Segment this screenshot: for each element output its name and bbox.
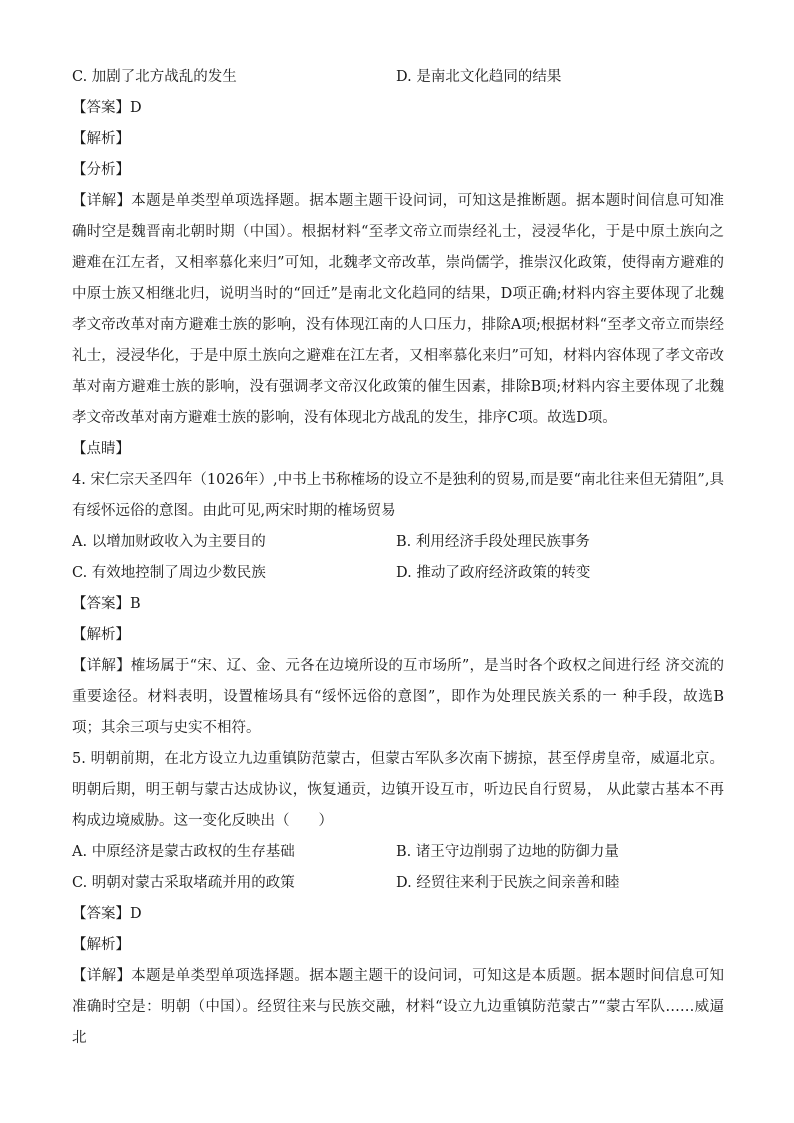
q3-detail: 【详解】本题是单类型单项选择题。据本题主题干设问词，可知这是推断题。据本题时间信息可知准确时空是魏晋南北朝时期（中国）。根据材料“至孝文帝立而崇经礼士，浸浸华化，于是中原土族向之避难在江左者，又相率慕化来归”可知，北魏孝文帝改革，崇尚儒学，推崇汉化政策，使得南方避难的中原士族又相继北归，说明当时的“回迁”是南北文化趋同的结果，D项正确;材料内容主要体现了北魏孝文帝改革对南方避难士族的影响，没有体现江南的人口压力，排除A项;根据材料“至孝文帝立而崇经礼士，浸浸华化，于是中原土族向之避难在江左者，又相率慕化来归”可知，材料内容体现了孝文帝改革对南方避难士族的影响，没有强调孝文帝汉化政策的催生因素，排除B项;材料内容主要体现了北魏孝文帝改革对南方避难士族的影响，没有体现北方战乱的发生，排序C项。故选D项。	[72, 193, 724, 426]
q5-option-a: A. 中原经济是蒙古政权的生存基础	[72, 844, 295, 860]
q4-option-c: C. 有效地控制了周边少数民族	[72, 565, 266, 581]
q4-detail: 【详解】榷场属于“宋、辽、金、元各在边境所设的互市场所”，是当时各个政权之间进行经 济交流的重要途径。材料表明，设置榷场具有“绥怀远俗的意图”，即作为处理民族关系的一 种手段，故选B项；其余三项与史实不相符。	[72, 658, 724, 736]
q3-fenxi-heading: 【分析】	[72, 162, 130, 178]
q4-options-ab	[72, 527, 724, 558]
q4-jiexi-heading: 【解析】	[72, 627, 130, 643]
q4-options-cd	[72, 558, 724, 589]
q5-option-b: B. 诸王守边削弱了边地的防御力量	[396, 844, 619, 860]
q5-option-d: D. 经贸往来利于民族之间亲善和睦	[396, 875, 620, 891]
q3-options-cd	[72, 62, 724, 93]
q5-stem: 5. 明朝前期，在北方设立九边重镇防范蒙古，但蒙古军队多次南下掳掠，甚至俘虏皇帝，威逼北京。明朝后期，明王朝与蒙古达成协议，恢复通贡，边镇开设互市，听边民自行贸易， 从此蒙古基本不再构成边境威胁。这一变化反映出（ ）	[72, 751, 724, 829]
q4-answer: 【答案】B	[72, 596, 141, 612]
q5-options-cd	[72, 868, 724, 899]
q3-jiexi-heading: 【解析】	[72, 131, 130, 147]
document-page	[72, 62, 724, 1054]
q5-option-c: C. 明朝对蒙古采取堵疏并用的政策	[72, 875, 295, 891]
q5-detail: 【详解】本题是单类型单项选择题。据本题主题干的设问词，可知这是本质题。据本题时间信息可知准确时空是：明朝（中国）。经贸往来与民族交融，材料“设立九边重镇防范蒙古”“蒙古军队……威逼北	[72, 968, 724, 1046]
q4-option-d: D. 推动了政府经济政策的转变	[396, 565, 591, 581]
q5-answer: 【答案】D	[72, 906, 142, 922]
q4-stem: 4. 宋仁宗天圣四年（1026年）,中书上书称榷场的设立不是独利的贸易,而是要“南北往来但无猜阻”,具有绥怀远俗的意图。由此可见,两宋时期的榷场贸易	[72, 472, 724, 519]
q3-option-c: C. 加剧了北方战乱的发生	[72, 69, 237, 85]
q3-answer: 【答案】D	[72, 100, 142, 116]
q3-option-d: D. 是南北文化趋同的结果	[396, 69, 562, 85]
q3-dianjing-heading: 【点睛】	[72, 441, 130, 457]
q4-option-b: B. 利用经济手段处理民族事务	[396, 534, 590, 550]
q5-options-ab	[72, 837, 724, 868]
q5-jiexi-heading: 【解析】	[72, 937, 130, 953]
q4-option-a: A. 以增加财政收入为主要目的	[72, 534, 266, 550]
